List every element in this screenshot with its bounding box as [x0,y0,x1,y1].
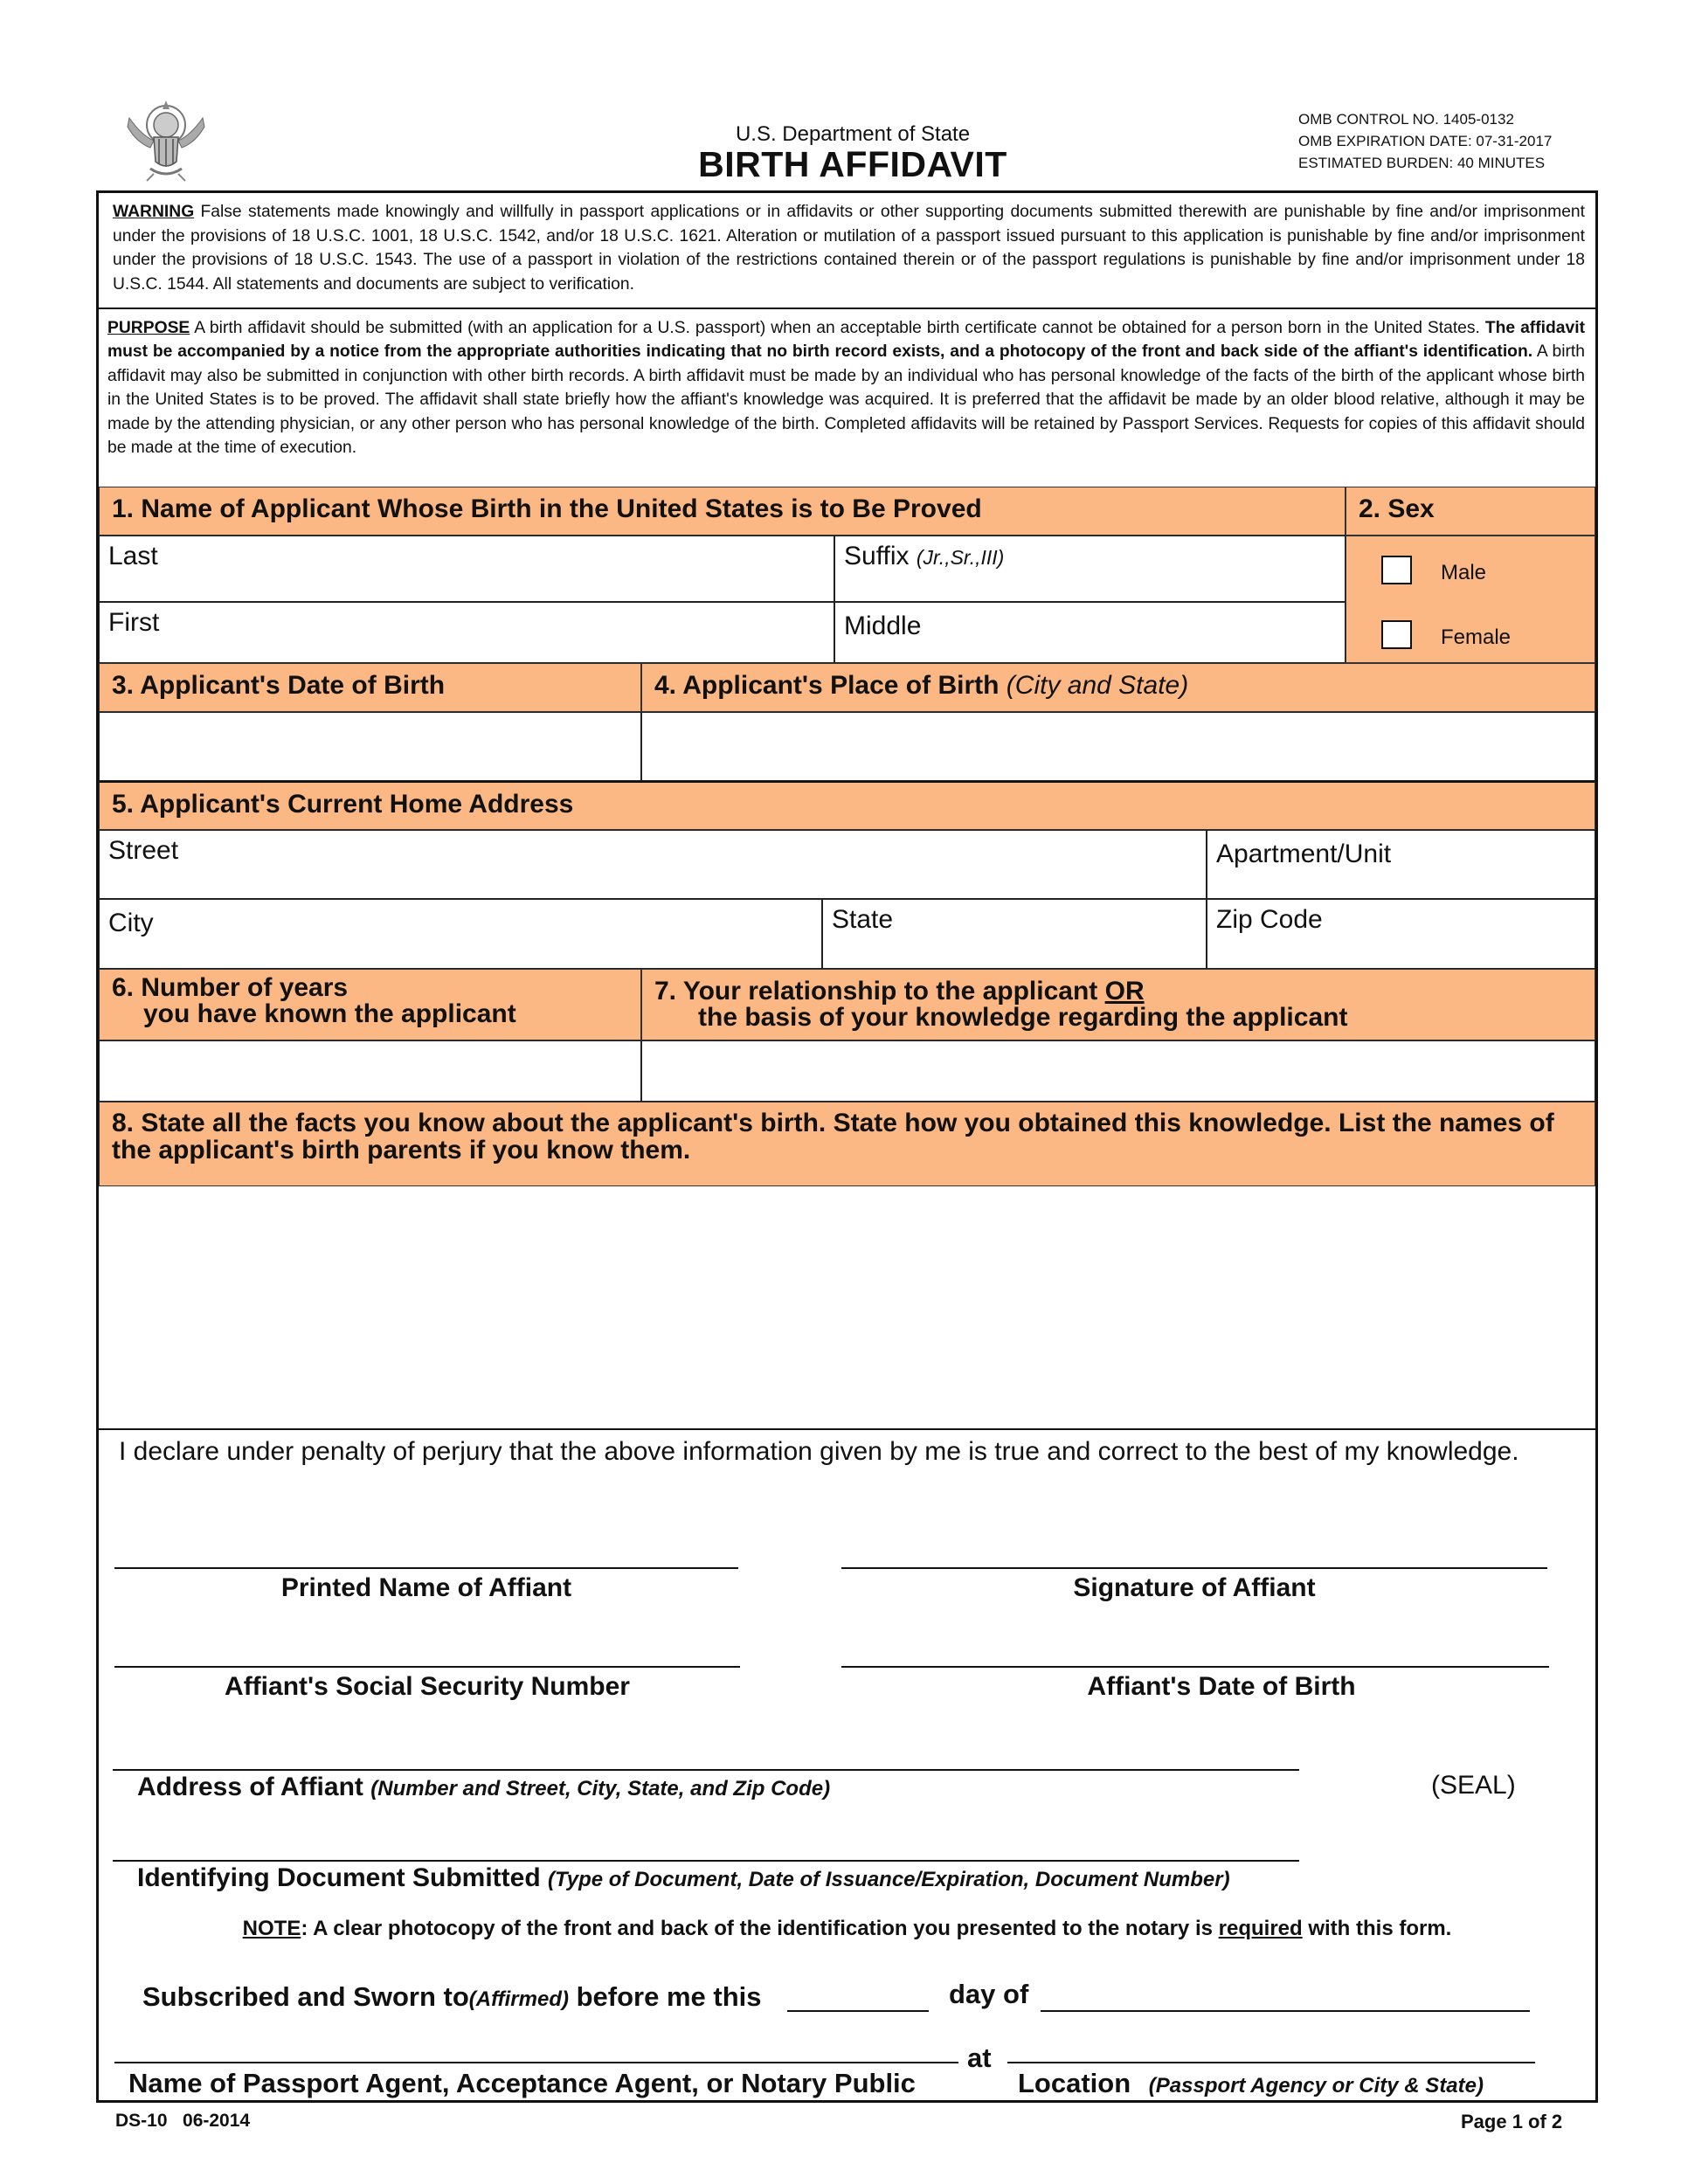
birth-facts-textarea[interactable] [99,1186,1595,1428]
section-5-header: 5. Applicant's Current Home Address [99,781,1595,830]
form-frame [96,190,1598,2103]
zip-code-input[interactable] [1216,936,1586,963]
note-text-b: with this form. [1302,1917,1452,1940]
city-field[interactable] [99,899,822,969]
state-label: State [832,905,894,934]
section-8-bottom-border [99,1428,1595,1430]
id-document-hint: (Type of Document, Date of Issuance/Expiration, Document Number) [548,1868,1230,1891]
section-8-header: 8. State all the facts you know about the applicant's birth. State how you obtained this knowledge. List the names of the applicant's birth parents if you know them. [99,1102,1595,1186]
page-number: Page 1 of 2 [1461,2111,1563,2132]
years-known-input[interactable] [108,1069,632,1095]
address-line[interactable] [113,1769,1299,1771]
sworn-day-line[interactable] [787,2010,929,2012]
section-7-or: OR [1104,977,1145,1006]
suffix-label: Suffix [844,542,910,570]
seal-placeholder: (SEAL) [1431,1771,1516,1800]
relationship-field[interactable] [641,1040,1595,1102]
section-7-header [641,969,1595,1040]
warning-label: WARNING [113,203,195,221]
city-input[interactable] [108,936,813,963]
street-label: Street [108,836,179,865]
purpose-text-bold: The affidavit must be accompanied by a notice from the appropriate authorities indicating that no birth record exists, and a photocopy of the front and back side of the affiant's identification. [107,319,1586,362]
street-input[interactable] [108,867,1197,893]
state-field[interactable] [822,899,1207,969]
middle-name-field[interactable] [834,602,1346,663]
last-name-field[interactable] [99,536,834,602]
note-text-a: : A clear photocopy of the front and back of the identification you presented to the notary is [301,1917,1219,1940]
form-title: BIRTH AFFIDAVIT [698,144,1007,184]
address-label-text: Address of Affiant [137,1773,363,1801]
section-6-header [99,969,641,1040]
apartment-input[interactable] [1216,867,1586,893]
purpose-text-2: A birth affidavit may also be submitted in conjunction with other birth records. A birth affidavit must be made by an individual who has personal knowledge of the facts of the birth of the applicant whose birth in the United States is to be proved. The affidavit shall state briefly how the affiant's knowledge was acquired. It is preferred that the affidavit be made by an older blood relative, although it may be made by the attending physician, or any other person who has personal knowledge of the birth. Completed affidavits will be retained by Passport Services. Requests for copies of this affidavit should be made at the time of execution. [107,342,1585,458]
location-line[interactable] [1007,2062,1535,2063]
female-label: Female [1441,625,1512,649]
zip-code-label: Zip Code [1216,905,1323,934]
declaration-text: I declare under penalty of perjury that the above information given by me is true and correct to the best of my knowledge. [119,1437,1519,1466]
printed-name-line[interactable] [114,1567,738,1569]
note-text [99,1917,1595,1941]
first-name-input[interactable] [108,631,825,657]
id-document-label-text: Identifying Document Submitted [137,1863,541,1892]
section-6-title-line-2: you have known the applicant [143,999,516,1028]
section-4-hint: (City and State) [1006,671,1189,700]
section-3-header: 3. Applicant's Date of Birth [99,663,641,712]
state-input[interactable] [832,936,1197,963]
sworn-before: before me this [576,1981,762,2012]
purpose-label: PURPOSE [107,319,190,337]
sworn-month-line[interactable] [1041,2010,1530,2012]
suffix-input[interactable] [844,570,1336,596]
last-name-label: Last [108,542,158,570]
date-of-birth-input[interactable] [108,749,632,775]
male-checkbox[interactable] [1381,556,1412,584]
note-label: NOTE [242,1917,301,1940]
date-of-birth-field[interactable] [99,712,641,781]
id-document-label [137,1863,1230,1893]
affiant-dob-label: Affiant's Date of Birth [1087,1672,1356,1701]
signature-line[interactable] [841,1567,1547,1569]
place-of-birth-input[interactable] [651,749,1586,775]
last-name-input[interactable] [108,570,825,596]
purpose-text-1: A birth affidavit should be submitted (with an application for a U.S. passport) when an acceptable birth certificate cannot be obtained for a person born in the United States. [194,319,1480,337]
department-name: U.S. Department of State [735,122,971,146]
male-label: Male [1441,561,1487,584]
address-label [137,1773,830,1802]
years-known-field[interactable] [99,1040,641,1102]
zip-code-field[interactable] [1207,899,1595,969]
first-name-label: First [108,608,160,637]
signature-label: Signature of Affiant [1073,1573,1316,1602]
agent-name-line[interactable] [114,2062,958,2063]
relationship-input[interactable] [651,1069,1586,1095]
ssn-line[interactable] [114,1666,740,1668]
ssn-label: Affiant's Social Security Number [225,1672,630,1701]
place-of-birth-field[interactable] [641,712,1595,781]
location-label-text: Location [1018,2068,1131,2098]
note-required: required [1218,1917,1303,1940]
warning-section [99,193,1595,309]
first-name-field[interactable] [99,602,834,663]
id-document-line[interactable] [113,1860,1299,1862]
warning-text: False statements made knowingly and willfully in passport applications or in affidavits or other supporting documents submitted therewith are punishable by fine and/or imprisonment under the provisions of 18 U.S.C. 1001, 18 U.S.C. 1542, and/or 18 U.S.C. 1621. Alteration or mutilation of a passport issued pursuant to this application is punishable by fine and/or imprisonment under the provisions of 18 U.S.C. 1543. The use of a passport in violation of the restrictions contained therein or of the passport regulations is punishable by fine and/or imprisonment under 18 U.S.C. 1544. All statements and documents are subject to verification. [113,203,1585,294]
sworn-prefix [142,1981,762,2013]
suffix-field[interactable] [834,536,1346,602]
sworn-day-of: day of [949,1979,1029,2009]
sex-options [1346,536,1595,663]
street-field[interactable] [99,830,1207,899]
section-6-title-line-1: 6. Number of years [112,973,349,1002]
middle-name-label: Middle [844,612,922,640]
omb-control-number: OMB CONTROL NO. 1405-0132 [1298,111,1514,128]
affiant-dob-line[interactable] [841,1666,1549,1668]
middle-name-input[interactable] [844,631,1336,657]
location-label [1018,2068,1484,2099]
apartment-field[interactable] [1207,830,1595,899]
section-4-header [641,663,1595,712]
section-2-header: 2. Sex [1346,487,1595,536]
sworn-affirmed: (Affirmed) [468,1987,569,2011]
purpose-section [99,309,1595,487]
sworn-at: at [967,2042,992,2073]
form-id: DS-10 06-2014 [115,2111,251,2131]
suffix-hint: (Jr.,Sr.,III) [916,546,1005,569]
omb-expiration: OMB EXPIRATION DATE: 07-31-2017 [1298,133,1553,149]
city-label: City [108,909,154,937]
section-7-title-a: 7. Your relationship to the applicant [654,977,1105,1006]
section-1-header: 1. Name of Applicant Whose Birth in the United States is to Be Proved [99,487,1346,536]
section-7-title-line-1 [654,978,1595,1005]
estimated-burden: ESTIMATED BURDEN: 40 MINUTES [1298,155,1546,171]
address-hint: (Number and Street, City, State, and Zip Code) [370,1777,831,1800]
sworn-prefix-text: Subscribed and Sworn to [142,1981,469,2012]
section-7-title-line-2: the basis of your knowledge regarding the applicant [698,1003,1348,1032]
section-4-title: 4. Applicant's Place of Birth [654,671,1000,700]
agent-name-label: Name of Passport Agent, Acceptance Agent, or Notary Public [128,2068,916,2098]
location-hint: (Passport Agency or City & State) [1148,2074,1484,2098]
printed-name-label: Printed Name of Affiant [280,1573,572,1602]
omb-block [1298,108,1552,174]
apartment-label: Apartment/Unit [1216,840,1392,868]
female-checkbox[interactable] [1381,620,1412,649]
